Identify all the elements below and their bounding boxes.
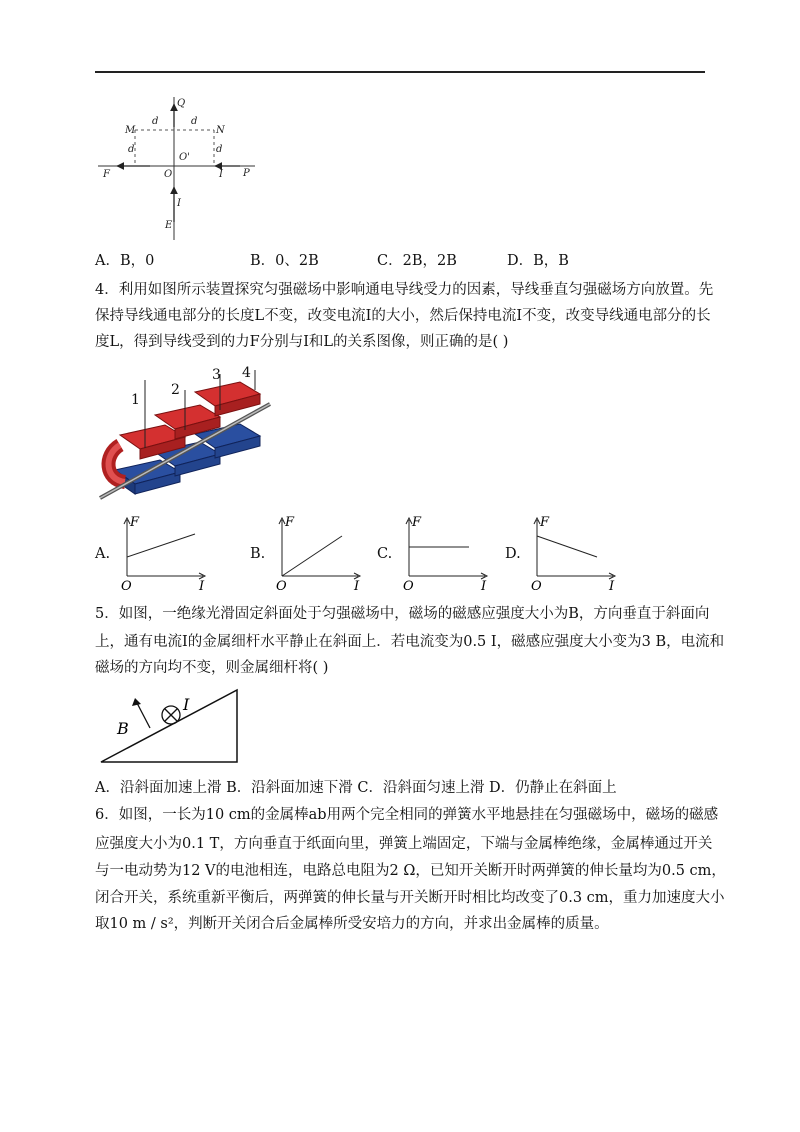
graph-c-origin: O [403, 579, 414, 592]
q5-incline-figure [95, 686, 245, 766]
graph-c-x: I [481, 579, 487, 592]
q6-text-line1: 6．如图，一长为10 cm的金属棒ab用两个完全相同的弹簧水平地悬挂在匀强磁场中，磁场的磁感 [95, 807, 719, 823]
q5-fig-I: I [183, 695, 190, 714]
q5-text-line2: 上，通有电流I的金属细杆水平静止在斜面上．若电流变为0.5 I，磁感应强度大小变为3 B，电流和 [95, 634, 725, 650]
label-d-top-right: d [191, 116, 198, 127]
label-F: F [103, 169, 110, 180]
q5-text-line1: 5．如图，一绝缘光滑固定斜面处于匀强磁场中，磁场的磁感应强度大小为B，方向垂直于斜面向 [95, 606, 710, 622]
q4-graph-options [95, 512, 655, 592]
label-N: N [216, 125, 225, 136]
graph-a-origin: O [121, 579, 132, 592]
graph-b-x: I [354, 579, 360, 592]
graph-b-origin: O [276, 579, 287, 592]
header-rule [95, 71, 705, 73]
graph-d [525, 512, 625, 592]
label-O: O [164, 169, 173, 180]
q3-option-c: C．2B，2B [377, 253, 457, 269]
q6-text-line5: 取10 m / s²，判断开关闭合后金属棒所受安培力的方向，并求出金属棒的质量。 [95, 916, 609, 932]
magnet-label-4: 4 [242, 365, 251, 381]
q4-magnets-figure [95, 360, 285, 510]
label-O-prime: O' [179, 152, 190, 163]
magnet-label-2: 2 [171, 382, 180, 398]
magnet-label-1: 1 [131, 392, 140, 408]
graph-a [115, 512, 215, 592]
q3-option-a: A．B，0 [95, 253, 155, 269]
graph-b-y: F [285, 515, 295, 530]
label-d-top-left: d [152, 116, 159, 127]
graph-d-x: I [609, 579, 615, 592]
graph-c-y: F [412, 515, 422, 530]
q4-text-line2: 保持导线通电部分的长度L不变，改变电流I的大小，然后保持电流I不变，改变导线通电部分的长 [95, 308, 711, 324]
label-d-left: d [128, 144, 135, 155]
q4-text-line3: 度L，得到导线受到的力F分别与I和L的关系图像，则正确的是( ) [95, 334, 509, 350]
label-Q: Q [177, 98, 186, 109]
q6-text-line4: 闭合开关，系统重新平衡后，两弹簧的伸长量与开关断开时相比均改变了0.3 cm，重力加速度大小 [95, 890, 725, 906]
magnet-label-3: 3 [212, 367, 221, 383]
graph-c-letter: C. [377, 546, 393, 562]
label-M: M [125, 125, 136, 136]
graph-b-letter: B. [250, 546, 266, 562]
label-P: P [243, 168, 250, 179]
q3-option-b: B．0、2B [250, 253, 319, 269]
label-d-right: d [216, 144, 223, 155]
q6-text-line3: 与一电动势为12 V的电池相连，电路总电阻为2 Ω，已知开关断开时两弹簧的伸长量均为0.5 cm， [95, 863, 726, 879]
graph-c [397, 512, 497, 592]
graph-a-letter: A. [95, 546, 111, 562]
q3-option-d: D．B，B [507, 253, 569, 269]
graph-a-y: F [130, 515, 140, 530]
q5-options: A．沿斜面加速上滑 B．沿斜面加速下滑 C．沿斜面匀速上滑 D．仍静止在斜面上 [95, 780, 617, 796]
graph-d-y: F [540, 515, 550, 530]
graph-b [270, 512, 370, 592]
q6-text-line2: 应强度大小为0.1 T，方向垂直于纸面向里，弹簧上端固定，下端与金属棒绝缘，金属棒通过开关 [95, 836, 713, 852]
graph-d-letter: D. [505, 546, 521, 562]
label-current-bottom: I [177, 198, 181, 209]
graph-d-origin: O [531, 579, 542, 592]
q5-fig-B: B [117, 719, 129, 738]
q5-text-line3: 磁场的方向均不变，则金属细杆将( ) [95, 660, 329, 676]
graph-a-x: I [199, 579, 205, 592]
q3-field-diagram [95, 92, 265, 242]
label-current-right: I [219, 169, 223, 180]
label-E: E [165, 220, 173, 231]
q4-text-line1: 4．利用如图所示装置探究匀强磁场中影响通电导线受力的因素，导线垂直匀强磁场方向放置。先 [95, 282, 714, 298]
